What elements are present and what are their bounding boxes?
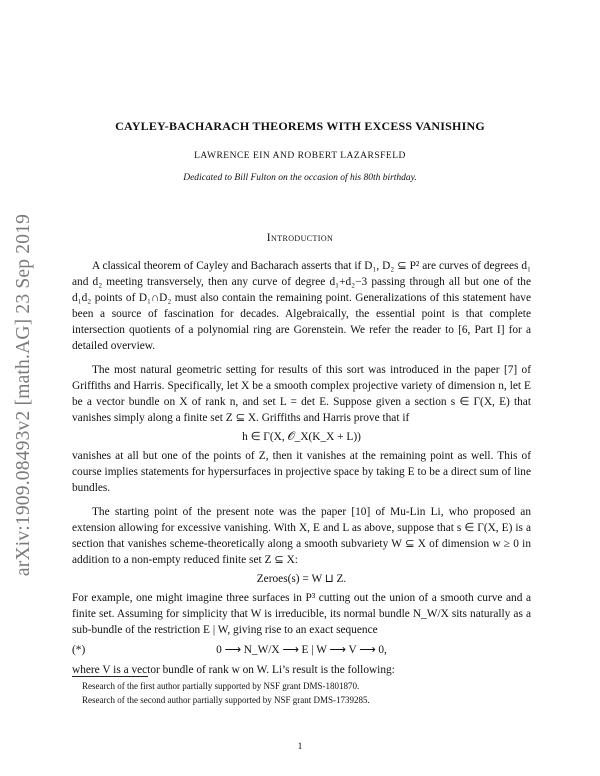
paragraph-vanishing: vanishes at all but one of the points of Z, then it vanishes at the remaining point as well. This of course implies statements for hypersurfaces in projective space by taking E to be a direct sum of line bundles.: [72, 450, 531, 494]
paragraph-li-result: where V is a vector bundle of rank w on W. Li’s result is the following:: [72, 664, 395, 676]
arxiv-stamp: [12, 210, 36, 580]
equation-label: (*): [72, 644, 86, 656]
footnote-rule: [72, 676, 148, 677]
paragraph-mu-lin-li: The starting point of the present note was the paper [10] of Mu-Lin Li, who proposed an extension allowing for excessive vanishing. With X, E and L as above, suppose that s ∈ Γ(X, E) is a section that vanishes scheme-theoretically along a smooth subvariety W ⊆ X of dimension w ≥ 0 in addition to a non-empty reduced finite set Z ⊆ X:: [72, 506, 531, 566]
paper-title: CAYLEY-BACHARACH THEOREMS WITH EXCESS VANISHING: [115, 119, 485, 133]
dedication: Dedicated to Bill Fulton on the occasion of his 80th birthday.: [183, 173, 417, 183]
page-number: 1: [297, 742, 303, 752]
paragraph-example: For example, one might imagine three surfaces in P³ cutting out the union of a smooth curve and a finite set. Assuming for simplicity that W is irreducible, its normal bundle N_W/X sits naturally as a sub-bundle of the restriction E | W, giving rise to an exact sequence: [72, 592, 531, 636]
equation-exact-sequence: [72, 642, 531, 658]
footnote-first-author: Research of the first author partially supported by NSF grant DMS-1801870.: [82, 681, 360, 691]
paragraph-cayley-bacharach: A classical theorem of Cayley and Bacharach asserts that if D₁, D₂ ⊆ P² are curves of degrees d₁ and d₂ meeting transversely, then any curve of degree d₁+d₂−3 passing through all but one of the d₁d₂ points of D₁∩D₂ must also contain the remaining point. Generalizations of this statement have been a source of fascination for decades. Algebraically, the essential point is that complete intersection quotients of a polynomial ring are Gorenstein. We refer the reader to [6, Part I] for a detailed overview.: [72, 260, 531, 352]
paragraph-griffiths-harris: The most natural geometric setting for results of this sort was introduced in the paper [7] of Griffiths and Harris. Specifically, let X be a smooth complex projective variety of dimension n, let E be a vector bundle on X of rank n, and set L = det E. Suppose given a section s ∈ Γ(X, E) that vanishes simply along a finite set Z ⊆ X. Griffiths and Harris prove that if: [72, 364, 531, 424]
body-text: [72, 258, 531, 678]
paper-authors: LAWRENCE EIN AND ROBERT LAZARSFELD: [194, 151, 406, 161]
equation-exact-sequence-body: 0 ⟶ N_W/X ⟶ E | W ⟶ V ⟶ 0,: [216, 644, 387, 656]
footnotes: [82, 680, 522, 707]
equation-zeroes: Zeroes(s) = W ⊔ Z.: [256, 573, 347, 585]
arxiv-identifier: arXiv:1909.08493v2 [math.AG] 23 Sep 2019: [13, 213, 34, 577]
footnote-second-author: Research of the second author partially supported by NSF grant DMS-1739285.: [82, 694, 370, 705]
section-heading: Introduction: [266, 232, 334, 244]
equation-h-section: h ∈ Γ(X, 𝒪_X(K_X + L)): [242, 431, 361, 443]
